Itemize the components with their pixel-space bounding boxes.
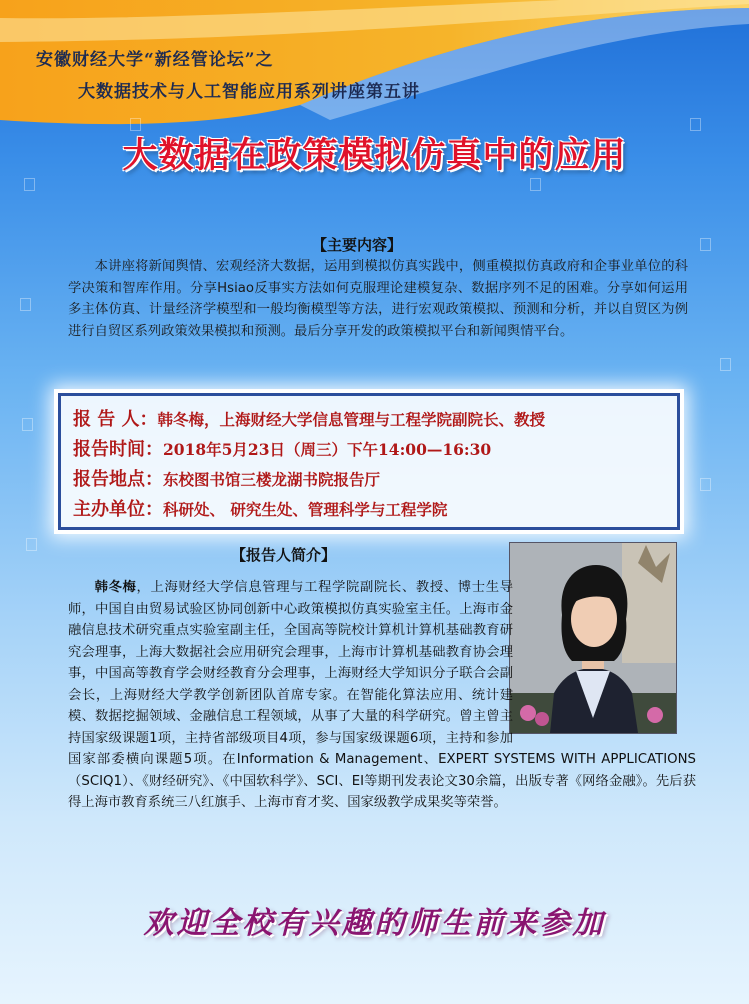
place-label: 报告地点： xyxy=(73,469,163,490)
time-label: 报告时间： xyxy=(73,439,163,460)
host-label: 主办单位： xyxy=(73,499,163,520)
decorative-square xyxy=(530,178,541,191)
host-value: 科研处、 研究生处、管理科学与工程学院 xyxy=(163,500,448,519)
bio-text-block xyxy=(68,577,696,814)
decorative-square xyxy=(20,298,31,311)
host-row xyxy=(73,495,447,521)
bio-heading: 【报告人简介】 xyxy=(231,546,337,564)
decorative-square xyxy=(700,238,711,251)
time-value: 2018年5月23日（周三）下午14:00—16:30 xyxy=(163,440,492,459)
series-header-line1: 安徽财经大学“新经管论坛”之 xyxy=(36,50,274,70)
decorative-square xyxy=(24,178,35,191)
poster-title: 大数据在政策模拟仿真中的应用 xyxy=(122,136,627,176)
decorative-square xyxy=(700,478,711,491)
welcome-footer: 欢迎全校有兴趣的师生前来参加 xyxy=(143,906,606,941)
lecture-info-box xyxy=(58,393,680,530)
series-header-line2: 大数据技术与人工智能应用系列讲座第五讲 xyxy=(78,82,420,102)
time-row xyxy=(73,435,491,461)
content-body: 本讲座将新闻舆情、宏观经济大数据，运用到模拟仿真实践中，侧重模拟仿真政府和企事业单位的科学决策和智库作用。分享Hsiao反事实方法如何克服理论建模复杂、数据序列不足的困难。分享如何运用多主体仿真、计量经济学模型和一般均衡模型等方法，进行宏观政策模拟、预测和分析，并以自贸区为例进行自贸区系列政策效果模拟和预测。最后分享开发的政策模拟平台和新闻舆情平台。 xyxy=(68,259,688,339)
speaker-label: 报 告 人： xyxy=(73,409,158,430)
place-value: 东校图书馆三楼龙湖书院报告厅 xyxy=(163,470,381,489)
bio-text: ，上海财经大学信息管理与工程学院副院长、教授、博士生导师，中国自由贸易试验区协同创新中心政策模拟仿真实验室主任。上海市金融信息技术研究重点实验室副主任，全国高等院校计算机计算机基础教育研究会理事，上海大数据社会应用研究会理事，上海市计算机基础教育协会理事，中国高等教育学会财经教育分会理事，上海财经大学知识分子联合会副会长，上海财经大学教学创新团队首席专家。在智能化算法应用、统计建模、数据挖掘领域、金融信息工程领域，从事了大量的科学研究。曾主曾主持国家级课题1项，主持省部级项目4项，参与国家级课题6项，主持和参加国家部委横向课题5项。在Information & Management、EXPERT SYSTEMS WITH APPLICATIONS（SCIQ1）、《财经研究》、《中国软科学》、SCI、EI等期刊发表论文30余篇，出版专著《网络金融》。先后获得上海市教育系统三八红旗手、上海市育才奖、国家级教学成果奖等荣誉。 xyxy=(68,580,696,810)
decorative-square xyxy=(22,418,33,431)
speaker-value: 韩冬梅，上海财经大学信息管理与工程学院副院长、教授 xyxy=(157,410,546,429)
decorative-square xyxy=(720,358,731,371)
speaker-name: 韩冬梅 xyxy=(94,580,137,595)
content-heading: 【主要内容】 xyxy=(312,236,403,254)
speaker-row xyxy=(73,405,545,431)
place-row xyxy=(73,465,380,491)
decorative-square xyxy=(26,538,37,551)
